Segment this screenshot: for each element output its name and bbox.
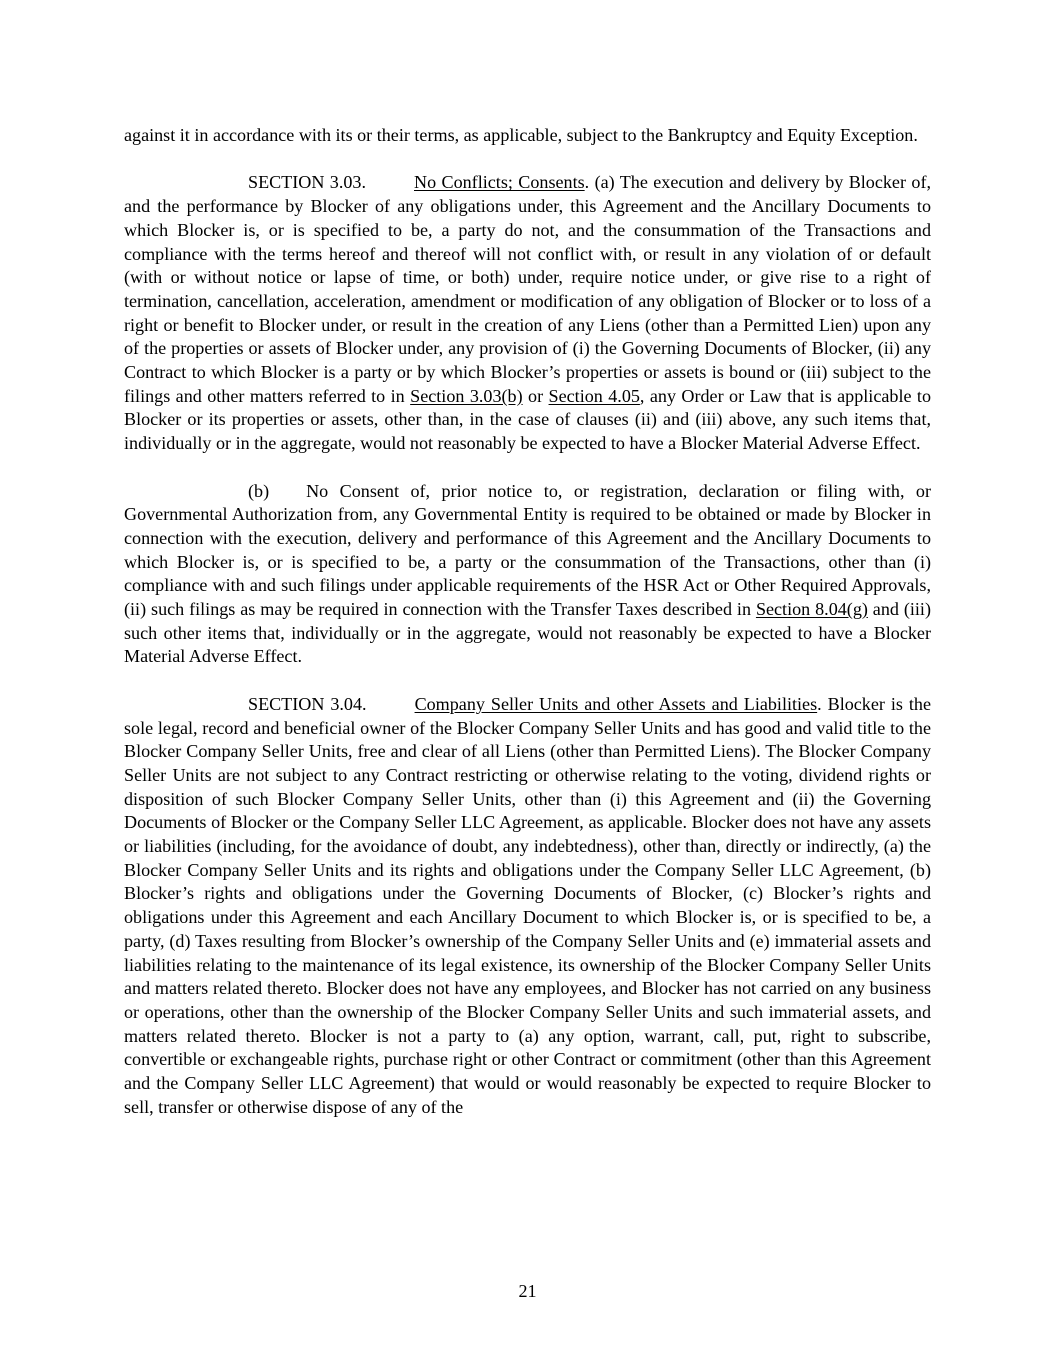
clause-b-label: (b) xyxy=(248,480,270,501)
section-3-03-a-text-1: . (a) The execution and delivery by Blocker of, and the performance by Blocker of any obligations under, this Agreement and the Ancillary Documents to which Blocker is, or is specified to be, a party do not, and the consummation of the Transactions and compliance with the terms hereof and thereof will not conflict with, or result in any violation of or default (with or without notice or lapse of time, or both) under, require notice under, or give rise to a right of termination, cancellation, acceleration, amendment or modification of any obligation of Blocker or to loss of a right or benefit to Blocker under, or result in the creation of any Liens (other than a Permitted Lien) upon any of the properties or assets of Blocker under, any provision of (i) the Governing Documents of Blocker, (ii) any Contract to which Blocker is a party or by which Blocker’s properties or assets is bound or (iii) subject to the filings and other matters referred to in xyxy=(124,172,931,406)
section-3-03-title: No Conflicts; Consents xyxy=(414,172,585,193)
section-3-03-label: SECTION 3.03. xyxy=(248,172,366,193)
reference-section-4-05[interactable]: Section 4.05 xyxy=(548,385,640,406)
page-number: 21 xyxy=(518,1281,537,1301)
reference-section-8-04g[interactable]: Section 8.04(g) xyxy=(755,599,868,620)
continuation-text: against it in accordance with its or their terms, as applicable, subject to the Bankruptcy and Equity Exception. xyxy=(124,125,918,145)
section-3-04-text: . Blocker is the sole legal, record and beneficial owner of the Blocker Company Seller Units and has good and valid title to the Blocker Company Seller Units, free and clear of all Liens (other than Permitted Liens). The Blocker Company Seller Units are not subject to any Contract restricting or otherwise relating to the voting, dividend rights or disposition of such Blocker Company Seller Units, other than (i) this Agreement and (ii) the Governing Documents of Blocker or the Company Seller LLC Agreement, as applicable. Blocker does not have any assets or liabilities (including, for the avoidance of doubt, any indebtedness), other than, directly or indirectly, (a) the Blocker Company Seller Units and its rights and obligations under the Company Seller LLC Agreement, (b) Blocker’s rights and obligations under the Governing Documents of Blocker, (c) Blocker’s rights and obligations under this Agreement and each Ancillary Document to which Blocker is, or is specified to be, a party, (d) Taxes resulting from Blocker’s ownership of the Company Seller Units and (e) immaterial assets and liabilities relating to the maintenance of its legal existence, its ownership of the Blocker Company Seller Units and matters related thereto. Blocker does not have any employees, and Blocker has not carried on any business or operations, other than the ownership of the Blocker Company Seller Units and such immaterial assets, and matters related thereto. Blocker is not a party to (a) any option, warrant, call, put, right to subscribe, convertible or exchangeable rights, purchase right or other Contract or commitment (other than this Agreement and the Company Seller LLC Agreement) that would or would reasonably be expected to require Blocker to sell, transfer or otherwise dispose of any of the xyxy=(124,693,932,1117)
section-3-03-b-text-2: and (iii) such other items that, individually or in the aggregate, would not reasonably be expected to have a Blocker Material Adverse Effect. xyxy=(124,599,931,667)
document-page xyxy=(124,124,931,1119)
section-3-03-a-text-2: or xyxy=(522,385,549,406)
continuation-paragraph xyxy=(124,124,931,148)
section-3-03-paragraph-a xyxy=(124,171,931,455)
section-3-04-paragraph xyxy=(124,693,931,1120)
section-3-03-paragraph-b xyxy=(124,480,931,670)
section-3-04-label: SECTION 3.04. xyxy=(248,693,367,714)
section-3-04-title: Company Seller Units and other Assets and Liabilities xyxy=(414,693,818,714)
section-3-03-a-text-3: , any Order or Law that is applicable to Blocker or its properties or assets, other than, in the case of clauses (ii) and (iii) above, any such items that, individually or in the aggregate, would not reasonably be expected to have a Blocker Material Adverse Effect. xyxy=(124,385,931,454)
reference-section-3-03b[interactable]: Section 3.03(b) xyxy=(410,385,523,406)
section-3-03-b-text-1: No Consent of, prior notice to, or registration, declaration or filing with, or Governmental Authorization from, any Governmental Entity is required to be obtained or made by Blocker in connection with the execution, delivery and performance of this Agreement and the Ancillary Documents to which Blocker is, or is specified to be, a party or the consummation of the Transactions, other than (i) compliance with and such filings under applicable requirements of the HSR Act or Other Required Approvals, (ii) such filings as may be required in connection with the Transfer Taxes described in xyxy=(124,480,931,620)
